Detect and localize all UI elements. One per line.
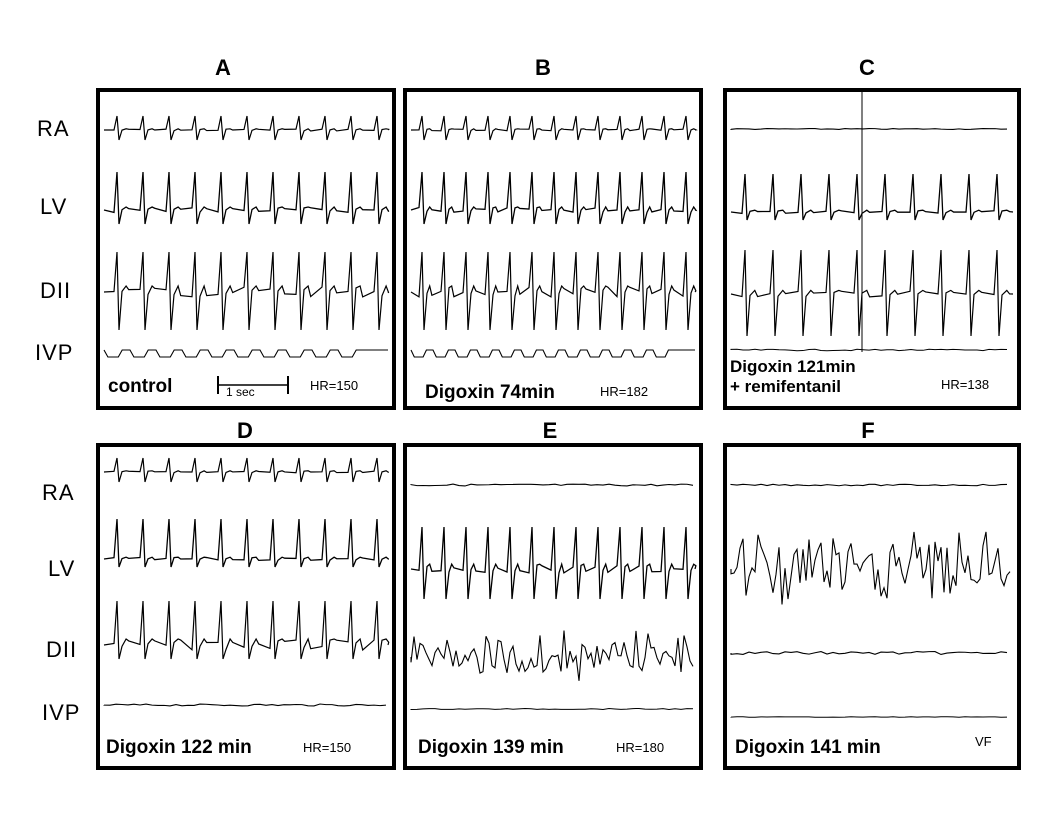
panel-c-heart-rate: HR=138 xyxy=(941,377,990,392)
trace-lv xyxy=(411,527,696,599)
panel-f-caption: Digoxin 141 min xyxy=(735,737,881,758)
panel-a-traces xyxy=(100,92,392,406)
trace-dii xyxy=(104,601,389,659)
trace-ra xyxy=(411,484,693,486)
panel-label-d: D xyxy=(237,418,253,443)
lead-label-lv-bottom: LV xyxy=(48,556,76,581)
panel-b-heart-rate: HR=182 xyxy=(600,384,649,399)
lead-label-dii-bottom: DII xyxy=(46,637,78,662)
trace-ivp xyxy=(104,704,386,706)
trace-lv xyxy=(411,172,696,224)
panel-b-caption: Digoxin 74min xyxy=(425,382,555,403)
trace-dii xyxy=(104,252,389,330)
trace-ra xyxy=(731,129,1007,130)
panel-f-rhythm-label: VF xyxy=(975,734,992,749)
lead-label-ra-bottom: RA xyxy=(42,480,75,505)
panel-f-traces xyxy=(727,447,1017,766)
panel-label-c: C xyxy=(859,55,875,80)
panel-e-traces xyxy=(407,447,699,766)
trace-ivp xyxy=(731,349,1007,350)
lead-label-lv-top: LV xyxy=(40,194,68,219)
lead-label-ivp-bottom: IVP xyxy=(42,700,81,725)
panel-label-a: A xyxy=(215,55,231,80)
panel-label-f: F xyxy=(861,418,875,443)
panel-e xyxy=(403,443,703,770)
trace-ra xyxy=(104,116,389,140)
trace-dii xyxy=(731,250,1013,336)
panel-a-caption: control xyxy=(108,376,173,397)
panel-a-heart-rate: HR=150 xyxy=(310,378,359,393)
lead-label-dii-top: DII xyxy=(40,278,72,303)
trace-lv xyxy=(104,519,389,567)
trace-ra xyxy=(411,116,696,140)
trace-ivp xyxy=(411,350,695,357)
trace-ra xyxy=(104,458,389,482)
trace-ivp xyxy=(104,350,388,357)
lead-label-ivp-top: IVP xyxy=(35,340,74,365)
trace-dii xyxy=(411,631,693,681)
panel-b xyxy=(403,88,703,410)
panel-d-traces xyxy=(100,447,392,766)
panel-c xyxy=(723,88,1021,410)
trace-ivp xyxy=(411,709,693,710)
panel-d-heart-rate: HR=150 xyxy=(303,740,352,755)
trace-dii xyxy=(731,652,1007,655)
trace-dii xyxy=(411,252,696,330)
trace-lv xyxy=(104,172,389,224)
panel-label-b: B xyxy=(535,55,551,80)
panel-e-caption: Digoxin 139 min xyxy=(418,737,564,758)
trace-lv xyxy=(731,532,1010,605)
panel-f xyxy=(723,443,1021,770)
panel-label-e: E xyxy=(542,418,558,443)
time-scale-label: 1 sec xyxy=(226,385,255,399)
panel-b-traces xyxy=(407,92,699,406)
panel-d xyxy=(96,443,396,770)
panel-d-caption: Digoxin 122 min xyxy=(106,737,252,758)
panel-c-caption-line2: + remifentanil xyxy=(730,377,842,396)
panel-a xyxy=(96,88,396,410)
trace-lv xyxy=(731,174,1013,220)
panel-c-caption-line1: Digoxin 121min xyxy=(730,357,856,376)
trace-ra xyxy=(731,484,1007,485)
panel-e-heart-rate: HR=180 xyxy=(616,740,665,755)
lead-label-ra-top: RA xyxy=(37,116,70,141)
